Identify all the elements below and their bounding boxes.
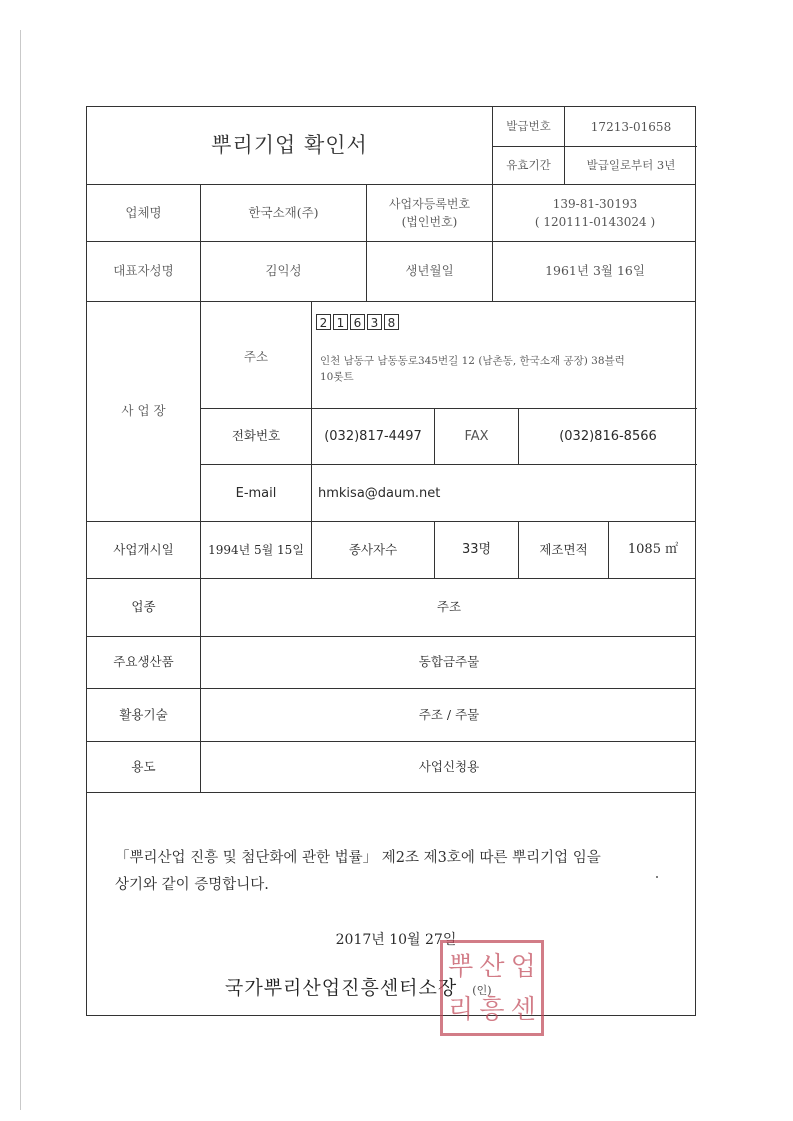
company-label: 업체명 — [87, 185, 201, 241]
header-row — [87, 107, 695, 185]
certificate-form — [86, 106, 696, 1016]
official-seal-stamp — [440, 940, 544, 1036]
seal-glyph: 산 — [479, 951, 505, 982]
industry-value: 주조 — [436, 599, 462, 615]
tech-label: 활용기술 — [87, 689, 201, 741]
start-date-value: 1994년 5월 15일 — [201, 522, 312, 578]
site-label: 사 업 장 — [87, 302, 201, 521]
tech-row — [87, 689, 695, 742]
rep-label: 대표자성명 — [87, 242, 201, 301]
business-start-row — [87, 522, 695, 579]
postal-digit: 8 — [384, 314, 399, 330]
industry-label: 업종 — [87, 579, 201, 636]
email-value: hmkisa@daum.net — [318, 485, 441, 501]
seal-glyph: 센 — [510, 994, 536, 1025]
address-content — [312, 302, 697, 408]
statement-line-2: 상기와 같이 증명합니다. — [115, 877, 269, 893]
product-row — [87, 637, 695, 689]
postal-code-boxes — [316, 314, 399, 330]
certification-statement — [115, 845, 675, 899]
seal-glyph: 업 — [510, 951, 536, 982]
document-title: 뿌리기업 확인서 — [87, 107, 493, 184]
area-label: 제조면적 — [519, 522, 609, 578]
purpose-row — [87, 742, 695, 793]
fax-value: (032)816-8566 — [559, 428, 657, 444]
email-row — [201, 465, 697, 522]
phone-row — [201, 409, 697, 465]
representative-row — [87, 242, 695, 302]
postal-digit: 1 — [333, 314, 348, 330]
validity-label: 유효기간 — [493, 146, 565, 185]
address-line-2: 10롯트 — [320, 371, 354, 383]
birth-label: 생년월일 — [367, 242, 493, 301]
postal-digit: 3 — [367, 314, 382, 330]
validity-value: 발급일로부터 3년 — [586, 157, 676, 172]
purpose-value: 사업신청용 — [418, 758, 480, 774]
birth-date: 1961년 3월 16일 — [545, 263, 645, 279]
postal-digit: 6 — [350, 314, 365, 330]
issue-no-value: 17213-01658 — [590, 119, 672, 134]
fax-label: FAX — [435, 409, 519, 464]
email-label: E-mail — [201, 465, 312, 522]
seal-glyph: 뿌 — [448, 951, 474, 982]
seal-glyph: 흥 — [479, 994, 505, 1025]
business-site-block — [87, 302, 695, 522]
address-row — [201, 302, 697, 409]
statement-line-1: 「뿌리산업 진흥 및 첨단화에 관한 법률」 제2조 제3호에 따른 뿌리기업 임을 — [115, 850, 601, 866]
seal-glyph: 리 — [448, 994, 474, 1025]
product-value: 동합금주물 — [418, 654, 480, 670]
employees-value: 33명 — [435, 522, 519, 578]
purpose-label: 용도 — [87, 742, 201, 792]
scan-edge-line — [20, 30, 21, 1110]
issuer-name: 국가뿌리산업진흥센터소장 — [225, 977, 458, 999]
industry-row — [87, 579, 695, 637]
registration-label — [367, 185, 493, 241]
issue-date: 2017년 10월 27일 — [335, 932, 457, 948]
postal-digit: 2 — [316, 314, 331, 330]
seal-mark: (인) — [472, 984, 492, 997]
registration-value — [493, 185, 697, 241]
start-date-label: 사업개시일 — [87, 522, 201, 578]
corporate-reg-no: ( 120111-0143024 ) — [534, 215, 656, 229]
rep-name: 김익성 — [201, 242, 367, 301]
address-label: 주소 — [201, 302, 312, 408]
address-line-1: 인천 남동구 남동동로345번길 12 (남촌동, 한국소재 공장) 38블럭 — [320, 355, 625, 367]
area-value: 1085 ㎡ — [627, 542, 679, 558]
employees-label: 종사자수 — [312, 522, 435, 578]
registration-label-main: 사업자등록번호 — [388, 197, 471, 211]
business-reg-no: 139-81-30193 — [552, 197, 638, 211]
company-name: 한국소재(주) — [201, 185, 367, 241]
address-text — [320, 353, 625, 385]
phone-label: 전화번호 — [201, 409, 312, 464]
company-row — [87, 185, 695, 242]
product-label: 주요생산품 — [87, 637, 201, 688]
registration-label-sub: (법인번호) — [401, 215, 458, 229]
tech-value: 주조 / 주물 — [418, 706, 480, 722]
phone-value: (032)817-4497 — [312, 409, 435, 464]
issue-no-label: 발급번호 — [493, 107, 565, 146]
